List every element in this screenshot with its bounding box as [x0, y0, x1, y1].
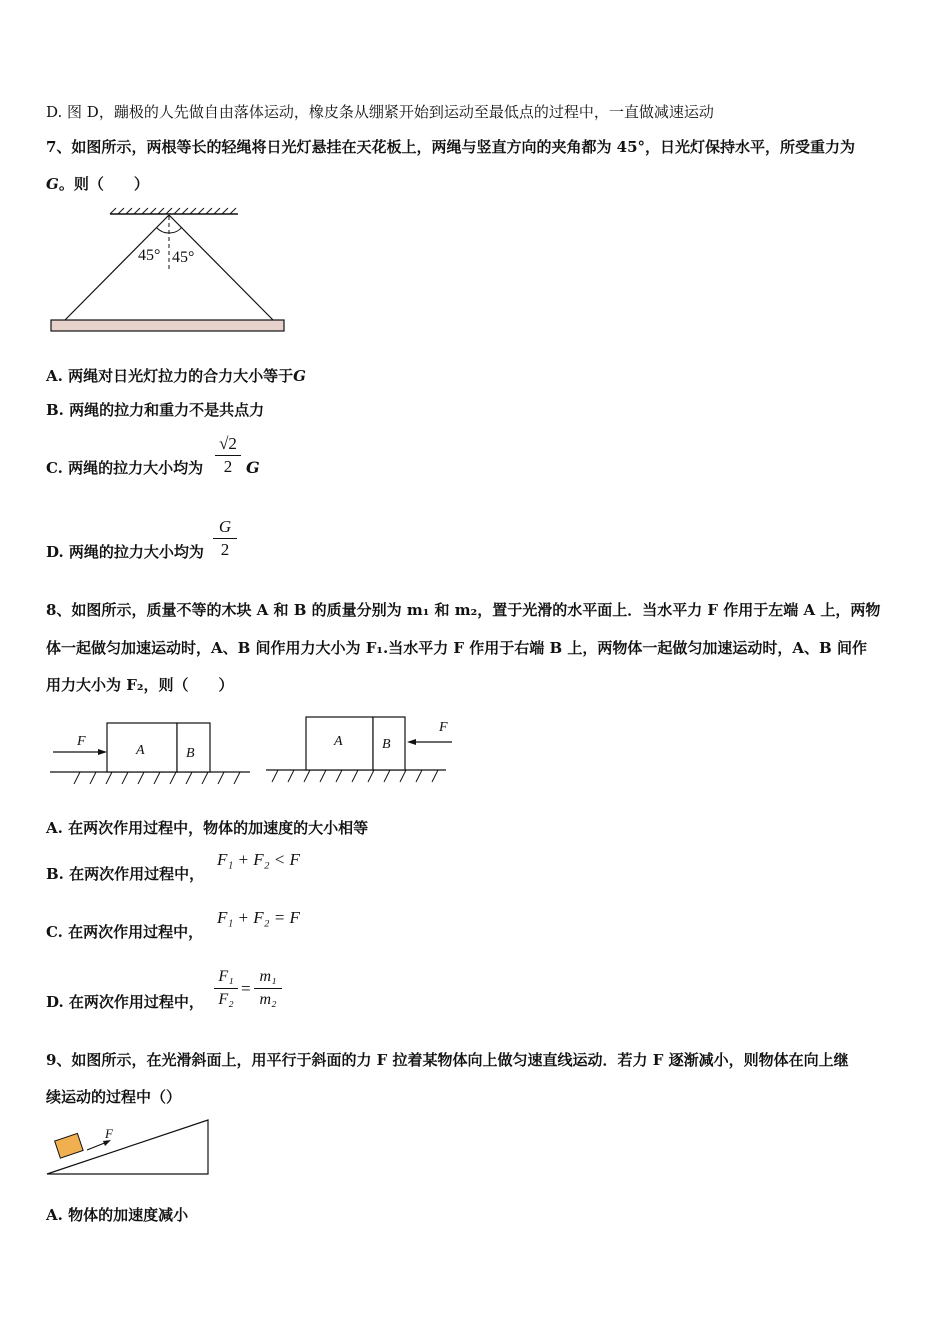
q8-fig-right-a: A [334, 734, 343, 749]
q7-angle-right: 45° [172, 249, 195, 266]
q8-d-right-num: m₁ [254, 966, 282, 989]
q7-option-a-text: A. 两绳对日光灯拉力的合力大小等于 [46, 367, 294, 385]
q7-option-c-fraction [215, 433, 241, 478]
q7-stem-line2 [46, 174, 149, 194]
q8-option-b: B. 在两次作用过程中， [46, 865, 205, 883]
q7-d-numerator: G [213, 516, 237, 539]
q8-option-c-math: F₁ + F₂ = F [217, 908, 300, 927]
q9-stem-line1: 9、如图所示，在光滑斜面上，用平行于斜面的力 F 拉着某物体向上做匀速直线运动．若力 F 逐渐减小，则物体在向上继 [46, 1051, 849, 1069]
q9-incline-figure [45, 1118, 215, 1180]
q7-option-c-var: G [246, 458, 260, 477]
q8-blocks-figure-left [50, 720, 255, 790]
q8-d-left-den: F₂ [218, 991, 234, 1008]
q8-d-right-den: m₂ [259, 991, 277, 1008]
q8-fig-left-f: F [77, 734, 86, 749]
q7-option-d-fraction [213, 516, 237, 561]
q8-option-d-equals: = [241, 979, 251, 998]
lamp-bar [51, 320, 284, 331]
q7-stem-var-g: G [46, 175, 59, 193]
q7-option-b: B. 两绳的拉力和重力不是共点力 [46, 401, 265, 419]
q8-option-b-math: F₁ + F₂ < F [217, 850, 300, 869]
q8-stem-line3: 用力大小为 F₂，则（ ） [46, 676, 234, 694]
q8-fig-left-a: A [136, 743, 145, 758]
block [55, 1133, 83, 1158]
q9-stem-line2: 续运动的过程中（） [46, 1088, 182, 1106]
right-rope [169, 215, 273, 320]
q7-option-c: C. 两绳的拉力大小均为 [46, 459, 204, 477]
q7-c-numerator: √2 [215, 433, 241, 456]
q8-option-d-left-fraction [214, 966, 238, 1011]
q8-stem-line2: 体一起做匀加速运动时，A、B 间作用力大小为 F₁.当水平力 F 作用于右端 B 上，两物体一起做匀加速运动时，A、B 间作 [46, 639, 867, 657]
q8-option-a: A. 在两次作用过程中，物体的加速度的大小相等 [46, 819, 369, 837]
q7-option-a [46, 366, 306, 386]
q9-fig-f: F [105, 1126, 113, 1141]
q8-option-d: D. 在两次作用过程中， [46, 993, 204, 1011]
q6-option-d: D. 图 D，蹦极的人先做自由落体运动，橡皮条从绷紧开始到运动至最低点的过程中，一直做减速运动 [46, 103, 714, 121]
q8-blocks-figure-right [266, 712, 456, 792]
q9-option-a: A. 物体的加速度减小 [46, 1206, 189, 1224]
q8-fig-right-f: F [439, 720, 448, 735]
q8-fig-right-b: B [382, 737, 391, 752]
q7-lamp-figure [48, 208, 288, 336]
left-rope [65, 215, 169, 320]
q7-d-denominator: 2 [220, 540, 230, 559]
q7-stem-line1: 7、如图所示，两根等长的轻绳将日光灯悬挂在天花板上，两绳与竖直方向的夹角都为 45°，日光灯保持水平，所受重力为 [46, 138, 856, 156]
q7-angle-left: 45° [138, 247, 161, 264]
q7-stem-tail: 。则（ ） [58, 175, 149, 193]
q7-option-d: D. 两绳的拉力大小均为 [46, 543, 204, 561]
q8-option-d-right-fraction [254, 966, 282, 1011]
q8-d-left-num: F₁ [214, 966, 238, 989]
q7-option-a-var: G [293, 367, 306, 385]
q7-c-denominator: 2 [223, 457, 233, 476]
q8-stem-line1: 8、如图所示，质量不等的木块 A 和 B 的质量分别为 m₁ 和 m₂，置于光滑的水平面上．当水平力 F 作用于左端 A 上，两物 [46, 601, 881, 619]
q8-fig-left-b: B [186, 746, 195, 761]
q8-option-c: C. 在两次作用过程中， [46, 923, 204, 941]
